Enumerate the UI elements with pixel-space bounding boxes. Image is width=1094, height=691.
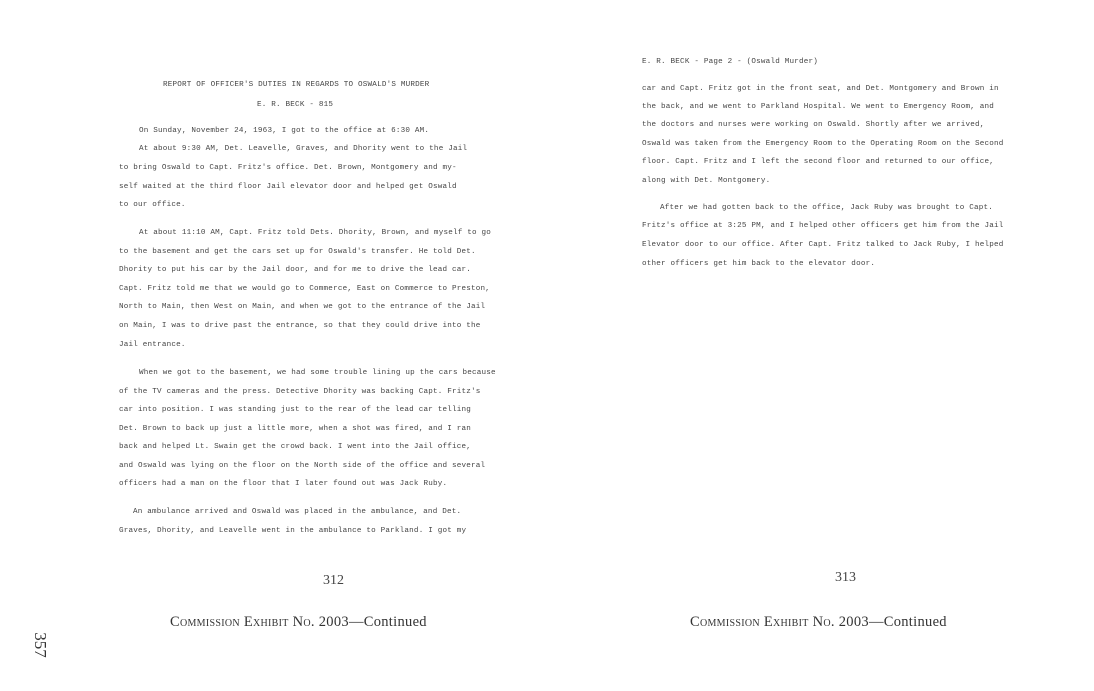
text-line: car and Capt. Fritz got in the front seat, and Det. Montgomery and Brown in	[642, 85, 999, 93]
text-line: Det. Brown to back up just a little more, when a shot was fired, and I ran	[119, 425, 472, 433]
text-line: floor. Capt. Fritz and I left the second floor and returned to our office,	[642, 158, 995, 166]
text-line: other officers get him back to the elevator door.	[642, 260, 876, 268]
text-line: North to Main, then West on Main, and when we got to the entrance of the Jail	[119, 303, 486, 311]
text-line: and Oswald was lying on the floor on the North side of the office and several	[119, 462, 486, 470]
text-line: car into position. I was standing just to the rear of the lead car telling	[119, 406, 472, 414]
text-line: self waited at the third floor Jail elevator door and helped get Oswald	[119, 183, 457, 191]
text-line: An ambulance arrived and Oswald was placed in the ambulance, and Det.	[133, 508, 462, 516]
report-title: REPORT OF OFFICER'S DUTIES IN REGARDS TO OSWALD'S MURDER	[163, 81, 430, 89]
text-line: Jail entrance.	[119, 341, 186, 349]
text-line: officers had a man on the floor that I later found out was Jack Ruby.	[119, 480, 448, 488]
text-line: On Sunday, November 24, 1963, I got to the office at 6:30 AM.	[139, 127, 430, 135]
caption-suffix: —Continued	[348, 614, 427, 630]
text-line: on Main, I was to drive past the entrance, so that they could drive into the	[119, 322, 481, 330]
text-line: At about 11:10 AM, Capt. Fritz told Dets. Dhority, Brown, and myself to go	[139, 229, 492, 237]
text-line: back and helped Lt. Swain get the crowd back. I went into the Jail office,	[119, 443, 472, 451]
text-line: of the TV cameras and the press. Detective Dhority was backing Capt. Fritz's	[119, 388, 481, 396]
right-page	[547, 0, 1094, 691]
text-line: to the basement and get the cars set up for Oswald's transfer. He told Det.	[119, 248, 476, 256]
page-header: E. R. BECK - Page 2 - (Oswald Murder)	[642, 58, 819, 66]
exhibit-caption	[690, 614, 947, 631]
caption-main: Commission Exhibit No. 2003	[690, 614, 869, 630]
page-number: 312	[323, 573, 344, 588]
page-number: 313	[835, 570, 856, 585]
text-line: along with Det. Montgomery.	[642, 177, 771, 185]
text-line: to our office.	[119, 201, 186, 209]
side-page-number: 357	[31, 632, 50, 658]
report-byline: E. R. BECK - 815	[257, 101, 334, 109]
text-line: After we had gotten back to the office, Jack Ruby was brought to Capt.	[660, 204, 993, 212]
text-line: Fritz's office at 3:25 PM, and I helped other officers get him from the Jail	[642, 222, 1004, 230]
caption-main: Commission Exhibit No. 2003	[170, 614, 349, 630]
text-line: Oswald was taken from the Emergency Room to the Operating Room on the Second	[642, 140, 1004, 148]
caption-suffix: —Continued	[868, 614, 947, 630]
text-line: the doctors and nurses were working on Oswald. Shortly after we arrived,	[642, 121, 985, 129]
text-line: the back, and we went to Parkland Hospital. We went to Emergency Room, and	[642, 103, 995, 111]
text-line: Capt. Fritz told me that we would go to Commerce, East on Commerce to Preston,	[119, 285, 491, 293]
text-line: When we got to the basement, we had some trouble lining up the cars because	[139, 369, 496, 377]
text-line: Graves, Dhority, and Leavelle went in the ambulance to Parkland. I got my	[119, 527, 467, 535]
text-line: Dhority to put his car by the Jail door, and for me to drive the lead car.	[119, 266, 472, 274]
text-line: to bring Oswald to Capt. Fritz's office. Det. Brown, Montgomery and my-	[119, 164, 457, 172]
text-line: Elevator door to our office. After Capt. Fritz talked to Jack Ruby, I helped	[642, 241, 1004, 249]
exhibit-caption	[170, 614, 427, 631]
text-line: At about 9:30 AM, Det. Leavelle, Graves, and Dhority went to the Jail	[139, 145, 468, 153]
